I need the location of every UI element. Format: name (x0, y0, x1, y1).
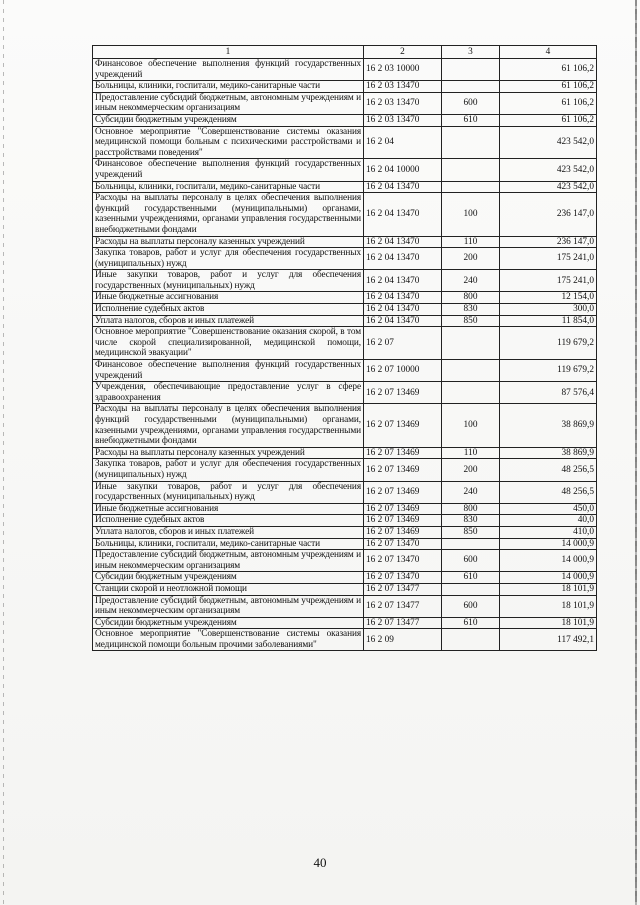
row-kind-cell: 110 (442, 447, 500, 459)
row-name-cell: Предоставление субсидий бюджетным, автономным учреждениям и иным некоммерческим организациям (93, 92, 364, 114)
row-name-cell: Предоставление субсидий бюджетным, автономным учреждениям и иным некоммерческим организациям (93, 550, 364, 572)
row-amount-cell: 11 854,0 (500, 315, 597, 327)
row-code-cell: 16 2 07 13470 (364, 572, 442, 584)
row-code-cell: 16 2 07 13477 (364, 583, 442, 595)
table-row (93, 515, 597, 527)
row-code-cell: 16 2 07 13469 (364, 447, 442, 459)
row-name-cell: Закупка товаров, работ и услуг для обеспечения государственных (муниципальных) нужд (93, 248, 364, 270)
table-row (93, 526, 597, 538)
row-code-cell: 16 2 07 (364, 327, 442, 360)
row-kind-cell (442, 583, 500, 595)
table-row (93, 538, 597, 550)
row-name-cell: Уплата налогов, сборов и иных платежей (93, 526, 364, 538)
row-kind-cell: 800 (442, 503, 500, 515)
row-amount-cell: 410,0 (500, 526, 597, 538)
table-row (93, 447, 597, 459)
table-row (93, 92, 597, 114)
row-code-cell: 16 2 03 10000 (364, 59, 442, 81)
row-kind-cell (442, 538, 500, 550)
row-code-cell: 16 2 07 13469 (364, 503, 442, 515)
row-name-cell: Иные бюджетные ассигнования (93, 503, 364, 515)
table-row (93, 315, 597, 327)
header-col-name: 1 (93, 46, 364, 59)
row-kind-cell: 800 (442, 292, 500, 304)
row-kind-cell: 830 (442, 515, 500, 527)
row-kind-cell: 600 (442, 595, 500, 617)
row-kind-cell: 200 (442, 459, 500, 481)
table-row (93, 126, 597, 159)
row-kind-cell: 610 (442, 572, 500, 584)
row-kind-cell: 600 (442, 550, 500, 572)
row-name-cell: Финансовое обеспечение выполнения функций государственных учреждений (93, 159, 364, 181)
row-code-cell: 16 2 04 13470 (364, 236, 442, 248)
row-code-cell: 16 2 04 13470 (364, 270, 442, 292)
table-row (93, 481, 597, 503)
table-row (93, 459, 597, 481)
row-kind-cell (442, 181, 500, 193)
row-name-cell: Иные бюджетные ассигнования (93, 292, 364, 304)
row-kind-cell: 240 (442, 270, 500, 292)
row-kind-cell: 200 (442, 248, 500, 270)
table-row (93, 181, 597, 193)
row-code-cell: 16 2 07 13469 (364, 382, 442, 404)
row-code-cell: 16 2 07 13469 (364, 526, 442, 538)
row-code-cell: 16 2 07 13469 (364, 515, 442, 527)
row-amount-cell: 300,0 (500, 304, 597, 316)
row-amount-cell: 18 101,9 (500, 617, 597, 629)
row-name-cell: Финансовое обеспечение выполнения функций государственных учреждений (93, 360, 364, 382)
table-row (93, 59, 597, 81)
row-code-cell: 16 2 07 13470 (364, 550, 442, 572)
row-amount-cell: 12 154,0 (500, 292, 597, 304)
row-code-cell: 16 2 03 13470 (364, 81, 442, 93)
row-amount-cell: 423 542,0 (500, 181, 597, 193)
table-row (93, 292, 597, 304)
row-code-cell: 16 2 03 13470 (364, 114, 442, 126)
row-kind-cell (442, 629, 500, 651)
row-code-cell: 16 2 04 13470 (364, 315, 442, 327)
table-row (93, 270, 597, 292)
row-code-cell: 16 2 04 13470 (364, 181, 442, 193)
row-amount-cell: 14 000,9 (500, 572, 597, 584)
row-name-cell: Больницы, клиники, госпитали, медико-санитарные части (93, 81, 364, 93)
row-name-cell: Исполнение судебных актов (93, 515, 364, 527)
row-amount-cell: 117 492,1 (500, 629, 597, 651)
row-kind-cell: 100 (442, 404, 500, 447)
row-name-cell: Иные закупки товаров, работ и услуг для обеспечения государственных (муниципальных) нужд (93, 481, 364, 503)
row-code-cell: 16 2 07 13469 (364, 481, 442, 503)
row-kind-cell (442, 327, 500, 360)
row-name-cell: Станции скорой и неотложной помощи (93, 583, 364, 595)
table-row (93, 404, 597, 447)
header-col-kind: 3 (442, 46, 500, 59)
row-code-cell: 16 2 07 13469 (364, 404, 442, 447)
row-name-cell: Больницы, клиники, госпитали, медико-санитарные части (93, 538, 364, 550)
header-col-code: 2 (364, 46, 442, 59)
row-kind-cell: 110 (442, 236, 500, 248)
row-code-cell: 16 2 04 13470 (364, 193, 442, 236)
row-name-cell: Больницы, клиники, госпитали, медико-санитарные части (93, 181, 364, 193)
scan-edge-left (3, 0, 4, 905)
row-amount-cell: 40,0 (500, 515, 597, 527)
row-amount-cell: 236 147,0 (500, 193, 597, 236)
row-amount-cell: 450,0 (500, 503, 597, 515)
row-kind-cell (442, 59, 500, 81)
row-name-cell: Предоставление субсидий бюджетным, автономным учреждениям и иным некоммерческим организациям (93, 595, 364, 617)
row-amount-cell: 18 101,9 (500, 595, 597, 617)
row-name-cell: Основное мероприятие "Совершенствование системы оказания медицинской помощи больным с психическими расстройствами и расстройствами поведения" (93, 126, 364, 159)
row-kind-cell: 240 (442, 481, 500, 503)
table-row (93, 629, 597, 651)
table-row (93, 304, 597, 316)
row-amount-cell: 61 106,2 (500, 59, 597, 81)
table-row (93, 550, 597, 572)
table-body (93, 59, 597, 651)
row-amount-cell: 61 106,2 (500, 114, 597, 126)
table-row (93, 327, 597, 360)
row-kind-cell: 610 (442, 114, 500, 126)
row-amount-cell: 48 256,5 (500, 459, 597, 481)
row-code-cell: 16 2 04 13470 (364, 248, 442, 270)
row-code-cell: 16 2 09 (364, 629, 442, 651)
row-kind-cell (442, 382, 500, 404)
row-kind-cell: 600 (442, 92, 500, 114)
row-amount-cell: 48 256,5 (500, 481, 597, 503)
row-code-cell: 16 2 07 13477 (364, 595, 442, 617)
table-row (93, 159, 597, 181)
row-amount-cell: 423 542,0 (500, 126, 597, 159)
page-number: 40 (313, 855, 327, 870)
table-row (93, 617, 597, 629)
row-name-cell: Основное мероприятие "Совершенствование оказания скорой, в том числе скорой специализированной, медицинской помощи, медицинской эвакуации" (93, 327, 364, 360)
table-row (93, 583, 597, 595)
table-row (93, 114, 597, 126)
row-amount-cell: 61 106,2 (500, 92, 597, 114)
row-name-cell: Субсидии бюджетным учреждениям (93, 114, 364, 126)
row-name-cell: Учреждения, обеспечивающие предоставление услуг в сфере здравоохранения (93, 382, 364, 404)
table-row (93, 193, 597, 236)
table-row (93, 595, 597, 617)
row-amount-cell: 18 101,9 (500, 583, 597, 595)
row-amount-cell: 236 147,0 (500, 236, 597, 248)
row-amount-cell: 119 679,2 (500, 360, 597, 382)
row-amount-cell: 38 869,9 (500, 447, 597, 459)
row-code-cell: 16 2 04 10000 (364, 159, 442, 181)
row-code-cell: 16 2 03 13470 (364, 92, 442, 114)
row-name-cell: Расходы на выплаты персоналу казенных учреждений (93, 236, 364, 248)
row-code-cell: 16 2 04 13470 (364, 304, 442, 316)
row-name-cell: Расходы на выплаты персоналу в целях обеспечения выполнения функций государственными (муниципальными) органами, казенными учреждениями, органами управления государственными внебюджетными фондами (93, 404, 364, 447)
row-name-cell: Расходы на выплаты персоналу казенных учреждений (93, 447, 364, 459)
row-name-cell: Исполнение судебных актов (93, 304, 364, 316)
row-code-cell: 16 2 04 (364, 126, 442, 159)
row-amount-cell: 119 679,2 (500, 327, 597, 360)
row-kind-cell (442, 360, 500, 382)
table-row (93, 248, 597, 270)
table-row (93, 382, 597, 404)
row-code-cell: 16 2 07 13477 (364, 617, 442, 629)
row-kind-cell: 850 (442, 526, 500, 538)
table-row (93, 503, 597, 515)
table-row (93, 236, 597, 248)
budget-table (92, 45, 597, 651)
row-amount-cell: 38 869,9 (500, 404, 597, 447)
row-kind-cell (442, 126, 500, 159)
row-code-cell: 16 2 07 10000 (364, 360, 442, 382)
row-name-cell: Субсидии бюджетным учреждениям (93, 617, 364, 629)
table-header-row (93, 46, 597, 59)
row-code-cell: 16 2 04 13470 (364, 292, 442, 304)
row-amount-cell: 87 576,4 (500, 382, 597, 404)
row-kind-cell: 830 (442, 304, 500, 316)
row-name-cell: Основное мероприятие "Совершенствование системы оказания медицинской помощи больным прочими заболеваниями" (93, 629, 364, 651)
table-row (93, 360, 597, 382)
scan-edge-right (635, 0, 637, 905)
table-row (93, 572, 597, 584)
row-kind-cell: 100 (442, 193, 500, 236)
row-kind-cell: 850 (442, 315, 500, 327)
row-name-cell: Расходы на выплаты персоналу в целях обеспечения выполнения функций государственными (муниципальными) органами, казенными учреждениями, органами управления государственными внебюджетными фондами (93, 193, 364, 236)
row-code-cell: 16 2 07 13469 (364, 459, 442, 481)
row-name-cell: Субсидии бюджетным учреждениям (93, 572, 364, 584)
row-code-cell: 16 2 07 13470 (364, 538, 442, 550)
row-amount-cell: 14 000,9 (500, 538, 597, 550)
row-amount-cell: 175 241,0 (500, 270, 597, 292)
row-amount-cell: 61 106,2 (500, 81, 597, 93)
header-col-amount: 4 (500, 46, 597, 59)
row-kind-cell: 610 (442, 617, 500, 629)
row-name-cell: Финансовое обеспечение выполнения функций государственных учреждений (93, 59, 364, 81)
table-row (93, 81, 597, 93)
row-amount-cell: 14 000,9 (500, 550, 597, 572)
row-name-cell: Закупка товаров, работ и услуг для обеспечения государственных (муниципальных) нужд (93, 459, 364, 481)
row-amount-cell: 175 241,0 (500, 248, 597, 270)
row-name-cell: Иные закупки товаров, работ и услуг для обеспечения государственных (муниципальных) нужд (93, 270, 364, 292)
row-amount-cell: 423 542,0 (500, 159, 597, 181)
row-kind-cell (442, 159, 500, 181)
row-kind-cell (442, 81, 500, 93)
row-name-cell: Уплата налогов, сборов и иных платежей (93, 315, 364, 327)
